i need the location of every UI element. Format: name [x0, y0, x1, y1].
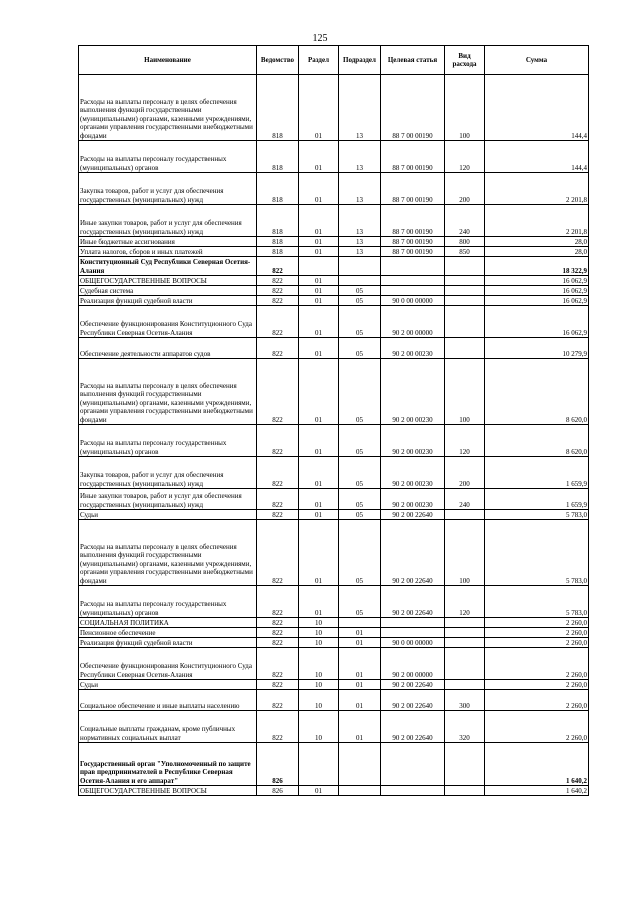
header-target: Целевая статья — [381, 46, 445, 75]
row-dept: 822 — [257, 286, 299, 296]
row-dept: 822 — [257, 680, 299, 690]
row-target: 90 2 00 00230 — [381, 457, 445, 489]
row-sum: 16 062,9 — [485, 296, 589, 306]
row-subsection: 13 — [339, 141, 381, 173]
row-target: 90 2 00 22640 — [381, 520, 445, 586]
row-dept: 822 — [257, 359, 299, 425]
row-sum: 18 322,9 — [485, 257, 589, 276]
row-sum: 16 062,9 — [485, 286, 589, 296]
row-name: Расходы на выплаты персоналу в целях обеспечения выполнения функций государственными (муниципальными) органами, казенными учреждениями, органами управления государственными внебюджетными фондами — [79, 520, 257, 586]
row-dept: 822 — [257, 648, 299, 680]
row-target: 90 0 00 00000 — [381, 638, 445, 648]
row-target: 88 7 00 00190 — [381, 141, 445, 173]
table-row — [79, 276, 589, 286]
row-subsection: 01 — [339, 680, 381, 690]
row-name: Конституционный Суд Республики Северная Осетия-Алания — [79, 257, 257, 276]
row-dept: 822 — [257, 296, 299, 306]
row-name: Иные закупки товаров, работ и услуг для обеспечения государственных (муниципальных) нужд — [79, 205, 257, 237]
row-subsection: 13 — [339, 75, 381, 141]
row-name: Пенсионное обеспечение — [79, 628, 257, 638]
row-sum: 28,0 — [485, 247, 589, 257]
table-row — [79, 306, 589, 338]
row-exptype — [445, 638, 485, 648]
row-dept: 818 — [257, 173, 299, 205]
row-subsection: 05 — [339, 286, 381, 296]
row-sum: 5 783,0 — [485, 520, 589, 586]
row-subsection — [339, 276, 381, 286]
row-section: 01 — [299, 457, 339, 489]
row-exptype: 850 — [445, 247, 485, 257]
row-subsection — [339, 618, 381, 628]
header-dept: Ведомство — [257, 46, 299, 75]
row-target: 88 7 00 00190 — [381, 237, 445, 247]
row-sum: 2 201,8 — [485, 173, 589, 205]
row-exptype — [445, 296, 485, 306]
row-target — [381, 743, 445, 786]
row-section: 01 — [299, 247, 339, 257]
table-row — [79, 586, 589, 618]
row-section: 01 — [299, 237, 339, 247]
row-sum: 2 260,0 — [485, 680, 589, 690]
row-subsection: 05 — [339, 489, 381, 510]
row-section: 01 — [299, 586, 339, 618]
row-sum: 5 783,0 — [485, 510, 589, 520]
row-section: 01 — [299, 510, 339, 520]
table-row — [79, 489, 589, 510]
table-row — [79, 247, 589, 257]
row-exptype: 100 — [445, 359, 485, 425]
row-target: 90 2 00 22640 — [381, 586, 445, 618]
row-target: 88 7 00 00190 — [381, 247, 445, 257]
table-row — [79, 743, 589, 786]
row-dept: 826 — [257, 743, 299, 786]
row-subsection: 05 — [339, 457, 381, 489]
header-name: Наименование — [79, 46, 257, 75]
row-name: Расходы на выплаты персоналу в целях обеспечения выполнения функций государственными (муниципальными) органами, казенными учреждениями, органами управления государственными внебюджетными фондами — [79, 75, 257, 141]
row-section: 10 — [299, 680, 339, 690]
row-subsection: 13 — [339, 205, 381, 237]
row-sum: 2 260,0 — [485, 711, 589, 743]
row-dept: 818 — [257, 75, 299, 141]
row-name: Судьи — [79, 680, 257, 690]
row-dept: 822 — [257, 510, 299, 520]
row-exptype: 100 — [445, 75, 485, 141]
row-name: Иные бюджетные ассигнования — [79, 237, 257, 247]
row-subsection: 05 — [339, 338, 381, 359]
row-section: 01 — [299, 286, 339, 296]
header-sum: Сумма — [485, 46, 589, 75]
table-row — [79, 296, 589, 306]
row-exptype: 200 — [445, 173, 485, 205]
row-target: 90 2 00 22640 — [381, 711, 445, 743]
row-exptype — [445, 628, 485, 638]
page-number: 125 — [312, 33, 328, 44]
table-row — [79, 75, 589, 141]
row-name: Государственный орган "Уполномоченный по защите прав предпринимателей в Республике Северная Осетия-Алания и его аппарат" — [79, 743, 257, 786]
row-target: 90 2 00 00230 — [381, 489, 445, 510]
row-exptype — [445, 257, 485, 276]
row-dept: 826 — [257, 786, 299, 796]
row-dept: 822 — [257, 520, 299, 586]
row-sum: 8 620,0 — [485, 425, 589, 457]
row-name: ОБЩЕГОСУДАРСТВЕННЫЕ ВОПРОСЫ — [79, 786, 257, 796]
row-section: 01 — [299, 75, 339, 141]
header-section: Раздел — [299, 46, 339, 75]
row-exptype — [445, 510, 485, 520]
row-subsection: 05 — [339, 296, 381, 306]
row-dept: 822 — [257, 257, 299, 276]
row-target: 90 2 00 00230 — [381, 359, 445, 425]
row-target — [381, 786, 445, 796]
row-section — [299, 743, 339, 786]
table-row — [79, 638, 589, 648]
row-sum: 2 260,0 — [485, 648, 589, 680]
row-subsection: 05 — [339, 425, 381, 457]
row-name: Закупка товаров, работ и услуг для обеспечения государственных (муниципальных) нужд — [79, 173, 257, 205]
row-subsection: 13 — [339, 247, 381, 257]
row-subsection: 05 — [339, 520, 381, 586]
row-section: 10 — [299, 628, 339, 638]
row-exptype — [445, 338, 485, 359]
row-sum: 2 260,0 — [485, 690, 589, 711]
row-section: 01 — [299, 276, 339, 286]
row-sum: 144,4 — [485, 75, 589, 141]
row-exptype — [445, 743, 485, 786]
row-sum: 5 783,0 — [485, 586, 589, 618]
row-sum: 144,4 — [485, 141, 589, 173]
row-name: Закупка товаров, работ и услуг для обеспечения государственных (муниципальных) нужд — [79, 457, 257, 489]
row-section: 01 — [299, 786, 339, 796]
row-sum: 1 640,2 — [485, 786, 589, 796]
row-subsection: 05 — [339, 306, 381, 338]
row-section: 01 — [299, 205, 339, 237]
row-exptype — [445, 276, 485, 286]
row-name: Расходы на выплаты персоналу государственных (муниципальных) органов — [79, 425, 257, 457]
row-name: Социальные выплаты гражданам, кроме публичных нормативных социальных выплат — [79, 711, 257, 743]
row-name: Обеспечение функционирования Конституционного Суда Республики Северная Осетия-Алания — [79, 306, 257, 338]
table-body — [79, 75, 589, 796]
table-row — [79, 520, 589, 586]
table-row — [79, 618, 589, 628]
table-row — [79, 286, 589, 296]
row-name: Судебная система — [79, 286, 257, 296]
row-sum: 2 260,0 — [485, 628, 589, 638]
table-row — [79, 237, 589, 247]
table-row — [79, 648, 589, 680]
row-target — [381, 276, 445, 286]
row-section: 01 — [299, 173, 339, 205]
row-exptype — [445, 648, 485, 680]
row-dept: 822 — [257, 489, 299, 510]
row-subsection: 01 — [339, 711, 381, 743]
row-exptype — [445, 786, 485, 796]
row-subsection: 01 — [339, 690, 381, 711]
row-exptype: 300 — [445, 690, 485, 711]
table-row — [79, 338, 589, 359]
row-sum: 1 659,9 — [485, 489, 589, 510]
row-name: Обеспечение функционирования Конституционного Суда Республики Северная Осетия-Алания — [79, 648, 257, 680]
row-name: Реализация функций судебной власти — [79, 296, 257, 306]
row-exptype — [445, 286, 485, 296]
table-row — [79, 257, 589, 276]
row-subsection: 05 — [339, 359, 381, 425]
row-target: 90 0 00 00000 — [381, 296, 445, 306]
table-row — [79, 690, 589, 711]
row-name: Уплата налогов, сборов и иных платежей — [79, 247, 257, 257]
budget-table — [78, 45, 589, 796]
row-sum: 10 279,9 — [485, 338, 589, 359]
row-subsection: 01 — [339, 628, 381, 638]
row-section: 10 — [299, 648, 339, 680]
row-exptype — [445, 680, 485, 690]
table-row — [79, 711, 589, 743]
row-section — [299, 257, 339, 276]
row-sum: 16 062,9 — [485, 306, 589, 338]
row-target: 88 7 00 00190 — [381, 173, 445, 205]
row-target: 90 2 00 00230 — [381, 338, 445, 359]
row-name: Иные закупки товаров, работ и услуг для обеспечения государственных (муниципальных) нужд — [79, 489, 257, 510]
row-dept: 818 — [257, 205, 299, 237]
row-name: Расходы на выплаты персоналу в целях обеспечения выполнения функций государственными (муниципальными) органами, казенными учреждениями, органами управления государственными внебюджетными фондами — [79, 359, 257, 425]
row-dept: 818 — [257, 141, 299, 173]
row-subsection: 13 — [339, 173, 381, 205]
row-exptype: 240 — [445, 205, 485, 237]
row-dept: 822 — [257, 338, 299, 359]
row-section: 01 — [299, 141, 339, 173]
row-exptype: 800 — [445, 237, 485, 247]
table-row — [79, 425, 589, 457]
row-target: 88 7 00 00190 — [381, 205, 445, 237]
row-target: 90 2 00 00230 — [381, 425, 445, 457]
row-target: 90 2 00 22640 — [381, 690, 445, 711]
row-subsection: 13 — [339, 237, 381, 247]
row-subsection: 05 — [339, 510, 381, 520]
table-row — [79, 359, 589, 425]
row-dept: 822 — [257, 425, 299, 457]
row-section: 01 — [299, 306, 339, 338]
row-target — [381, 628, 445, 638]
table-row — [79, 457, 589, 489]
row-name: Реализация функций судебной власти — [79, 638, 257, 648]
row-target — [381, 286, 445, 296]
row-exptype: 120 — [445, 586, 485, 618]
row-dept: 822 — [257, 690, 299, 711]
row-target: 90 2 00 22640 — [381, 510, 445, 520]
row-subsection: 01 — [339, 638, 381, 648]
row-target: 90 2 00 00000 — [381, 648, 445, 680]
row-exptype: 120 — [445, 141, 485, 173]
row-exptype: 240 — [445, 489, 485, 510]
row-name: СОЦИАЛЬНАЯ ПОЛИТИКА — [79, 618, 257, 628]
row-dept: 818 — [257, 237, 299, 247]
row-name: Расходы на выплаты персоналу государственных (муниципальных) органов — [79, 586, 257, 618]
row-subsection — [339, 786, 381, 796]
row-target: 88 7 00 00190 — [381, 75, 445, 141]
table-row — [79, 786, 589, 796]
row-exptype: 200 — [445, 457, 485, 489]
header-subsection: Подраздел — [339, 46, 381, 75]
row-exptype — [445, 306, 485, 338]
table-row — [79, 680, 589, 690]
row-dept: 822 — [257, 306, 299, 338]
row-name: Судьи — [79, 510, 257, 520]
row-sum: 2 201,8 — [485, 205, 589, 237]
row-target — [381, 618, 445, 628]
row-section: 10 — [299, 711, 339, 743]
row-subsection — [339, 257, 381, 276]
row-target: 90 2 00 22640 — [381, 680, 445, 690]
row-subsection: 01 — [339, 648, 381, 680]
row-dept: 822 — [257, 711, 299, 743]
table-row — [79, 141, 589, 173]
row-exptype: 120 — [445, 425, 485, 457]
row-name: ОБЩЕГОСУДАРСТВЕННЫЕ ВОПРОСЫ — [79, 276, 257, 286]
row-section: 01 — [299, 520, 339, 586]
row-target — [381, 257, 445, 276]
row-dept: 822 — [257, 638, 299, 648]
row-sum: 1 659,9 — [485, 457, 589, 489]
row-sum: 2 260,0 — [485, 618, 589, 628]
row-section: 01 — [299, 359, 339, 425]
row-sum: 16 062,9 — [485, 276, 589, 286]
table-row — [79, 205, 589, 237]
row-sum: 8 620,0 — [485, 359, 589, 425]
row-name: Обеспечение деятельности аппаратов судов — [79, 338, 257, 359]
table-row — [79, 628, 589, 638]
row-dept: 818 — [257, 247, 299, 257]
row-section: 10 — [299, 690, 339, 711]
row-dept: 822 — [257, 618, 299, 628]
row-name: Социальное обеспечение и иные выплаты населению — [79, 690, 257, 711]
table-header-row — [79, 46, 589, 75]
row-exptype — [445, 618, 485, 628]
row-dept: 822 — [257, 586, 299, 618]
row-exptype: 100 — [445, 520, 485, 586]
row-dept: 822 — [257, 276, 299, 286]
row-subsection: 05 — [339, 586, 381, 618]
row-subsection — [339, 743, 381, 786]
row-dept: 822 — [257, 628, 299, 638]
header-exptype: Вид расхода — [445, 46, 485, 75]
row-section: 01 — [299, 425, 339, 457]
table-row — [79, 510, 589, 520]
row-section: 01 — [299, 489, 339, 510]
row-target: 90 2 00 00000 — [381, 306, 445, 338]
row-sum: 2 260,0 — [485, 638, 589, 648]
row-section: 10 — [299, 638, 339, 648]
row-section: 01 — [299, 338, 339, 359]
row-sum: 1 640,2 — [485, 743, 589, 786]
row-exptype: 320 — [445, 711, 485, 743]
row-section: 10 — [299, 618, 339, 628]
table-row — [79, 173, 589, 205]
row-sum: 28,0 — [485, 237, 589, 247]
row-dept: 822 — [257, 457, 299, 489]
row-name: Расходы на выплаты персоналу государственных (муниципальных) органов — [79, 141, 257, 173]
row-section: 01 — [299, 296, 339, 306]
